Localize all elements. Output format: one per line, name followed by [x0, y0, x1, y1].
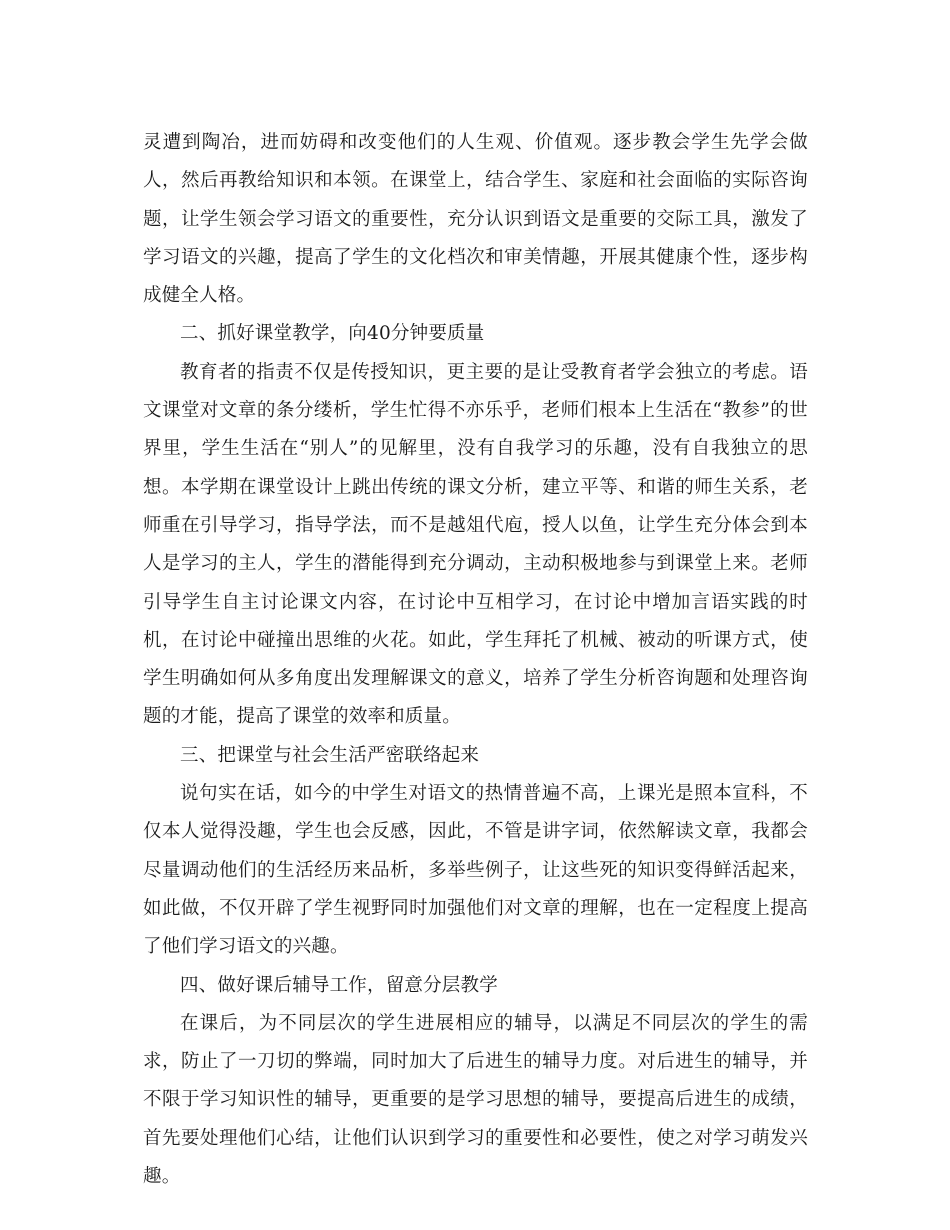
paragraph-3: 说句实在话，如今的中学生对语文的热情普遍不高，上课光是照本宣科，不仅本人觉得没趣，学生也会反感，因此，不管是讲字词，依然解读文章，我都会尽量调动他们的生活经历来品析，多举些例子，让这些死的知识变得鲜活起来，如此做，不仅开辟了学生视野同时加强他们对文章的理解，也在一定程度上提高了他们学习语文的兴趣。 [143, 783, 808, 958]
paragraph-4: 在课后，为不同层次的学生进展相应的辅导，以满足不同层次的学生的需求，防止了一刀切的弊端，同时加大了后进生的辅导力度。对后进生的辅导，并不限于学习知识性的辅导，更重要的是学习思想的辅导，要提高后进生的成绩，首先要处理他们心结，让他们认识到学习的重要性和必要性，使之对学习萌发兴趣。 [143, 1012, 808, 1188]
section-heading-2: 二、抓好课堂教学，向40分钟要质量 [180, 323, 485, 345]
document-body [143, 124, 808, 1196]
section-heading-4: 四、做好课后辅导工作，留意分层教学 [180, 974, 498, 996]
paragraph-2: 教育者的指责不仅是传授知识，更主要的是让受教育者学会独立的考虑。语文课堂对文章的条分缕析，学生忙得不亦乐乎，老师们根本上生活在“教参”的世界里，学生生活在“别人”的见解里，没有自我学习的乐趣，没有自我独立的思想。本学期在课堂设计上跳出传统的课文分析，建立平等、和谐的师生关系，老师重在引导学习，指导学法，而不是越俎代庖，授人以鱼，让学生充分体会到本人是学习的主人，学生的潜能得到充分调动，主动积极地参与到课堂上来。老师引导学生自主讨论课文内容，在讨论中互相学习，在讨论中增加言语实践的时机，在讨论中碰撞出思维的火花。如此，学生拜托了机械、被动的听课方式，使学生明确如何从多角度出发理解课文的意义，培养了学生分析咨询题和处理咨询题的才能，提高了课堂的效率和质量。 [143, 361, 808, 728]
paragraph-1: 灵遭到陶冶，进而妨碍和改变他们的人生观、价值观。逐步教会学生先学会做人，然后再教给知识和本领。在课堂上，结合学生、家庭和社会面临的实际咨询题，让学生领会学习语文的重要性，充分认识到语文是重要的交际工具，激发了学习语文的兴趣，提高了学生的文化档次和审美情趣，开展其健康个性，逐步构成健全人格。 [143, 132, 808, 307]
section-heading-3: 三、把课堂与社会生活严密联络起来 [180, 744, 480, 766]
